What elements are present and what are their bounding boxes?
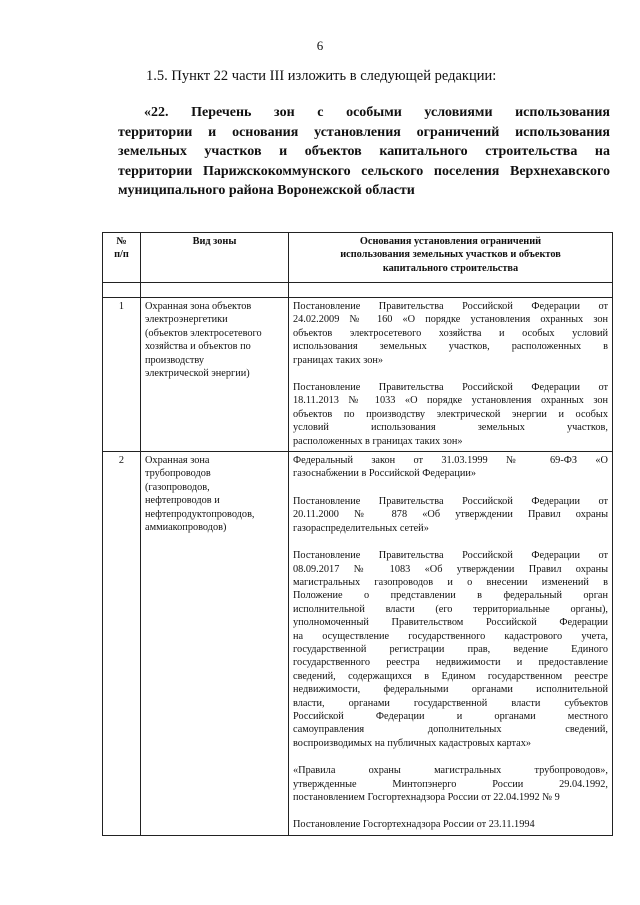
legal-basis-line: использования земельных участков, расположенных в [293, 341, 608, 353]
header-number-line: п/п [114, 249, 129, 261]
legal-basis-paragraph [293, 381, 608, 448]
zones-table [102, 232, 613, 836]
spacer-cell [289, 283, 613, 298]
zone-kind-line: нефтепроводов и [145, 495, 220, 507]
basis-cell [289, 452, 613, 836]
legal-basis-line: Положение о представлении в федеральный орган [293, 590, 608, 602]
legal-basis-line: постановлением Госгортехнадзора России от 22.04.1992 № 9 [293, 792, 560, 803]
legal-basis-line: сведений, содержащихся в Едином государственном реестре [293, 670, 608, 682]
legal-basis-line: уполномоченный Правительством Российской Федерации [293, 617, 608, 629]
legal-basis-line: государственной регистрации прав, ведение Единого [293, 643, 608, 655]
header-zone-kind: Вид зоны [141, 233, 289, 283]
zone-kind-cell [141, 298, 289, 452]
table-spacer-row [103, 283, 613, 298]
legal-basis-line: утвержденные Минтопэнерго России 29.04.1992, [293, 778, 608, 790]
header-basis-line: Основания установления ограничений [359, 236, 542, 247]
zone-kind-line: (объектов электросетевого [145, 327, 262, 339]
legal-basis-line: недвижимости, федеральными органами исполнительной [293, 684, 608, 696]
legal-basis-line: Постановление Правительства Российской Федерации от [293, 382, 608, 394]
header-number [103, 233, 141, 283]
legal-basis-paragraph [293, 818, 608, 831]
heading-line: территории и основания установления ограничений использования [118, 124, 610, 140]
heading-line: земельных участков и объектов капитального строительства на [118, 144, 610, 159]
zone-kind-line: нефтепродуктопроводов, [145, 508, 255, 520]
legal-basis-line: магистральных газопроводов и о внесении изменений в [293, 576, 608, 588]
legal-basis-line: 08.09.2017 № 1083 «Об утверждении Правил охраны [293, 563, 608, 575]
zone-kind-line: Охранная зона объектов [145, 301, 252, 312]
legal-basis-line: воспроизводимых на публичных кадастровых картах» [293, 737, 531, 749]
header-basis-line: капитального строительства [382, 262, 519, 274]
zone-kind-line: производству [145, 354, 204, 366]
legal-basis-line: газораспределительных сетей» [293, 522, 429, 534]
legal-basis-line: Постановление Правительства Российской Федерации от [293, 495, 608, 507]
header-basis-line: использования земельных участков и объектов [340, 249, 561, 261]
header-number-line: № [116, 236, 127, 247]
legal-basis-paragraph [293, 454, 608, 481]
table-header-row [103, 233, 613, 283]
header-basis [289, 233, 613, 283]
zone-kind-line: электроэнергетики [145, 314, 228, 326]
legal-basis-paragraph [293, 300, 608, 367]
legal-basis-line: 20.11.2000 № 878 «Об утверждении Правил охраны [293, 509, 608, 521]
zone-kind-line: трубопроводов [145, 468, 211, 480]
legal-basis-line: исполнительной власти (его территориальные органы), [293, 603, 608, 615]
heading-line: муниципального района Воронежской области [118, 183, 415, 198]
spacer-cell [141, 283, 289, 298]
legal-basis-line: Постановление Правительства Российской Федерации от [293, 301, 608, 312]
spacer-cell [103, 283, 141, 298]
legal-basis-line: объектов по производству электрической энергии и особых [293, 408, 608, 420]
zone-kind-line: электрической энергии) [145, 368, 250, 380]
zone-kind-line: Охранная зона [145, 455, 210, 467]
legal-basis-line: условий использования земельных участков, [293, 422, 608, 434]
legal-basis-line: объектов электросетевого хозяйства и особых условий [293, 327, 608, 339]
zone-kind-line: аммиакопроводов) [145, 522, 227, 534]
legal-basis-paragraph [293, 495, 608, 535]
legal-basis-paragraph [293, 549, 608, 750]
legal-basis-line: самоуправления дополнительных сведений, [293, 724, 608, 736]
legal-basis-line: Российской Федерации и органами местного [293, 710, 608, 722]
page-number: 6 [316, 38, 324, 53]
zone-kind-line: хозяйства и объектов по [145, 341, 251, 353]
basis-cell [289, 298, 613, 452]
legal-basis-line: на осуществление государственного кадастрового учета, [293, 630, 608, 642]
clause-line: 1.5. Пункт 22 части III изложить в следующей редакции: [146, 68, 497, 84]
legal-basis-line: 18.11.2013 № 1033 «О порядке установления охранных зон [293, 395, 608, 407]
legal-basis-line: 24.02.2009 № 160 «О порядке установления охранных зон [293, 314, 608, 326]
section-heading [118, 103, 610, 201]
legal-basis-line: расположенных в границах таких зон» [293, 435, 463, 447]
heading-line: территории Парижскокоммунского сельского поселения Верхнехавского [118, 163, 610, 179]
legal-basis-line: Постановление Правительства Российской Федерации от [293, 550, 608, 562]
legal-basis-line: Постановление Госгортехнадзора России от 23.11.1994 [293, 819, 535, 831]
row-number: 1 [103, 298, 141, 452]
heading-line: «22. Перечень зон с особыми условиями использования [144, 105, 610, 120]
legal-basis-line: Федеральный закон от 31.03.1999 № 69-ФЗ «О [293, 455, 608, 467]
legal-basis-line: «Правила охраны магистральных трубопроводов», [293, 765, 608, 777]
legal-basis-line: газоснабжении в Российской Федерации» [293, 468, 477, 480]
table-row [103, 298, 613, 452]
zone-kind-line: (газопроводов, [145, 481, 210, 493]
legal-basis-paragraph [293, 764, 608, 804]
legal-basis-line: государственного реестра недвижимости и предоставление [293, 657, 608, 669]
row-number: 2 [103, 452, 141, 836]
legal-basis-line: границах таких зон» [293, 354, 384, 366]
table-row [103, 452, 613, 836]
zone-kind-cell [141, 452, 289, 836]
legal-basis-line: власти, органами государственной власти субъектов [293, 697, 608, 709]
